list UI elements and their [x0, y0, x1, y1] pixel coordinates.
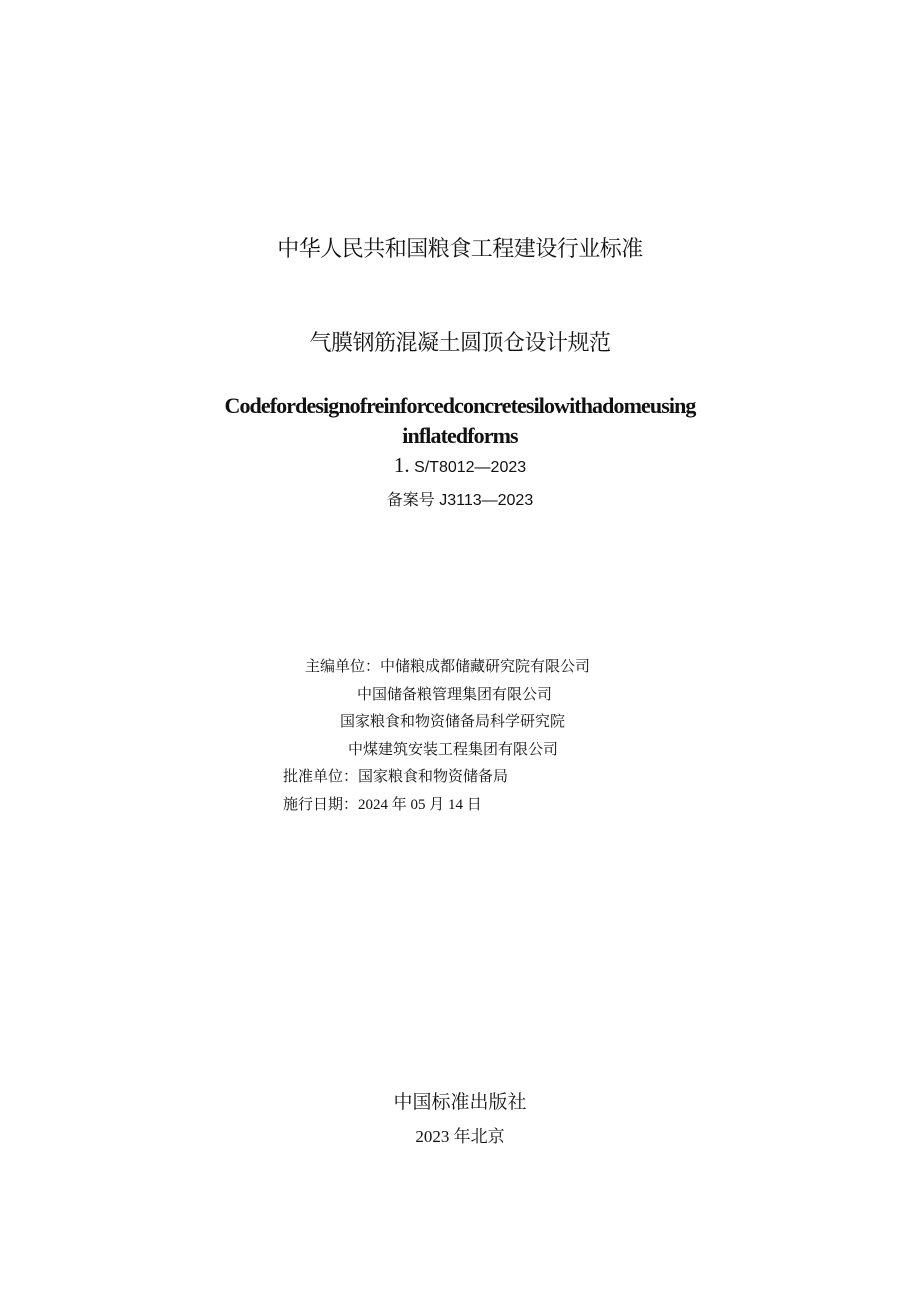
standard-number-code: S/T8012—2023	[414, 459, 527, 476]
publisher: 中国标准出版社	[393, 1092, 527, 1113]
english-title-line-1: Codefordesignofreinforcedconcretesilowithadomeusing	[224, 393, 696, 418]
co-editor-unit-2: 国家粮食和物资储备局科学研究院	[340, 714, 566, 730]
industry-standard-heading: 中华人民共和国粮食工程建设行业标准	[277, 236, 643, 261]
co-editor-unit-1: 中国储备粮管理集团有限公司	[357, 686, 553, 703]
record-number: 备案号 J3113—2023	[386, 492, 534, 509]
chinese-title: 气膜钢筋混凝土圆顶仓设计规范	[309, 330, 611, 355]
english-title	[0, 391, 920, 451]
english-title-line-2: inflatedforms	[402, 423, 518, 448]
standard-number	[0, 453, 920, 478]
chief-editor-unit: 主编单位：中储粮成都储藏研究院有限公司	[305, 659, 591, 675]
standard-number-lead: 1.	[393, 453, 410, 477]
place-and-year: 2023 年北京	[415, 1127, 505, 1146]
effective-date: 施行日期：2024 年 05 月 14 日	[283, 796, 482, 813]
approval-unit: 批准单位：国家粮食和物资储备局	[283, 769, 509, 785]
co-editor-unit-3: 中煤建筑安装工程集团有限公司	[348, 741, 559, 758]
